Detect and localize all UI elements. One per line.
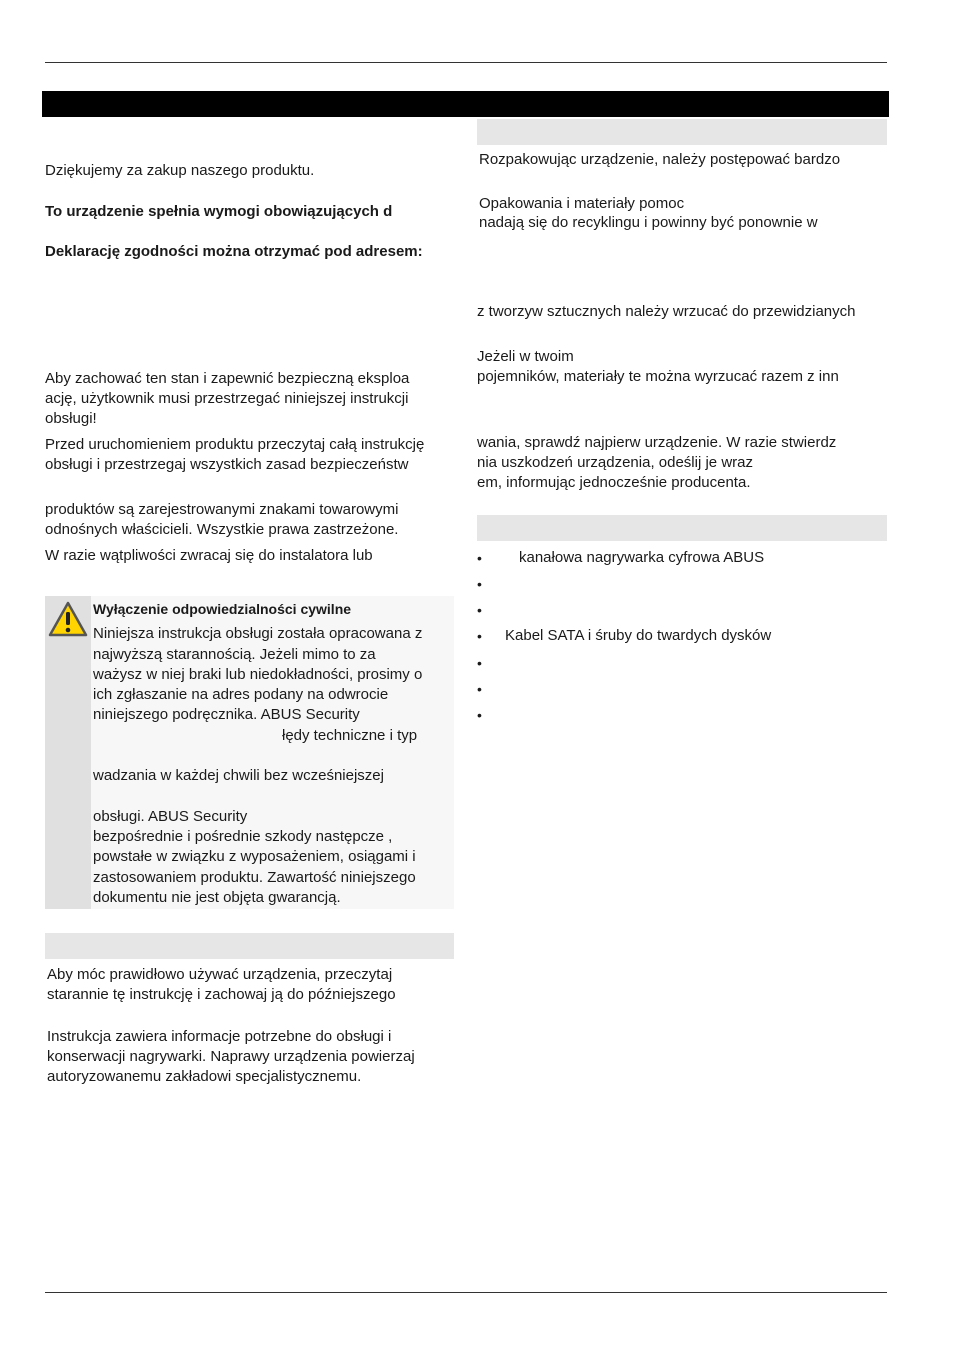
disclaimer-line: dokumentu nie jest objęta gwarancją. (93, 889, 341, 906)
warning-icon (47, 600, 89, 638)
paragraph-line: Przed uruchomieniem produktu przeczytaj całą instrukcję (45, 436, 425, 453)
packaging-line: nadają się do recyklingu i powinny być ponownie w (479, 214, 818, 231)
paragraph-line: obsługi! (45, 410, 97, 427)
disclaimer-line: obsługi. ABUS Security (93, 808, 248, 825)
usage-line: autoryzowanemu zakładowi specjalistycznemu. (47, 1068, 362, 1085)
declaration-text: Deklarację zgodności można otrzymać pod adresem: (45, 243, 423, 260)
unpacking-heading-bar (477, 119, 887, 145)
footer-rule (45, 1292, 887, 1293)
bullet-icon: • (477, 655, 482, 671)
bullet-icon: • (477, 550, 482, 566)
disclaimer-line: niniejszego podręcznika. ABUS Security (93, 706, 360, 723)
local-line: Jeżeli w twoim (477, 348, 574, 365)
section-title-bar (42, 91, 889, 117)
contents-item: Kabel SATA i śruby do twardych dysków (505, 627, 772, 644)
paragraph-line: ację, użytkownik musi przestrzegać niniejszej instrukcji (45, 390, 409, 407)
usage-line: starannie tę instrukcję i zachowaj ją do późniejszego (47, 986, 396, 1003)
intro-text: Dziękujemy za zakup naszego produktu. (45, 162, 315, 179)
paragraph-line: W razie wątpliwości zwracaj się do instalatora lub (45, 547, 373, 564)
conformity-text: To urządzenie spełnia wymogi obowiązujących d (45, 203, 393, 220)
disclaimer-line: ich zgłaszanie na adres podany na odwrocie (93, 686, 389, 703)
disclaimer-line: łędy techniczne i typ (282, 727, 418, 744)
usage-heading-bar (45, 933, 454, 959)
local-line: pojemników, materiały te można wyrzucać razem z inn (477, 368, 839, 385)
disclaimer-line: ważysz w niej braki lub niedokładności, prosimy o (93, 666, 423, 683)
disclaimer-line: bezpośrednie i pośrednie szkody następcze , (93, 828, 393, 845)
disclaimer-line: wadzania w każdej chwili bez wcześniejszej (93, 767, 384, 784)
disclaimer-line: Niniejsza instrukcja obsługi została opracowana z (93, 625, 423, 642)
bullet-icon: • (477, 576, 482, 592)
paragraph-line: produktów są zarejestrowanymi znakami towarowymi (45, 501, 399, 518)
bullet-icon: • (477, 628, 482, 644)
disclaimer-line: najwyższą starannością. Jeżeli mimo to za (93, 646, 376, 663)
disclaimer-title: Wyłączenie odpowiedzialności cywilne (93, 601, 352, 617)
damage-line: wania, sprawdź najpierw urządzenie. W razie stwierdz (477, 434, 837, 451)
damage-line: em, informując jednocześnie producenta. (477, 474, 751, 491)
damage-line: nia uszkodzeń urządzenia, odeślij je wraz (477, 454, 753, 471)
plastic-text: z tworzyw sztucznych należy wrzucać do przewidzianych (477, 303, 856, 320)
paragraph-line: obsługi i przestrzegaj wszystkich zasad bezpieczeństw (45, 456, 409, 473)
header-rule (45, 62, 887, 63)
paragraph-line: Aby zachować ten stan i zapewnić bezpieczną eksploa (45, 370, 410, 387)
bullet-icon: • (477, 602, 482, 618)
bullet-icon: • (477, 681, 482, 697)
unpack-text: Rozpakowując urządzenie, należy postępować bardzo (479, 151, 841, 168)
bullet-icon: • (477, 707, 482, 723)
usage-line: Instrukcja zawiera informacje potrzebne do obsługi i (47, 1028, 392, 1045)
usage-line: konserwacji nagrywarki. Naprawy urządzenia powierzaj (47, 1048, 415, 1065)
contents-item: kanałowa nagrywarka cyfrowa ABUS (519, 549, 765, 566)
disclaimer-line: zastosowaniem produktu. Zawartość niniejszego (93, 869, 416, 886)
usage-line: Aby móc prawidłowo używać urządzenia, przeczytaj (47, 966, 393, 983)
paragraph-line: odnośnych właścicieli. Wszystkie prawa zastrzeżone. (45, 521, 399, 538)
disclaimer-sidebar (45, 596, 91, 909)
packaging-line: Opakowania i materiały pomoc (479, 195, 685, 212)
disclaimer-line: powstałe w związku z wyposażeniem, osiągami i (93, 848, 416, 865)
contents-heading-bar (477, 515, 887, 541)
